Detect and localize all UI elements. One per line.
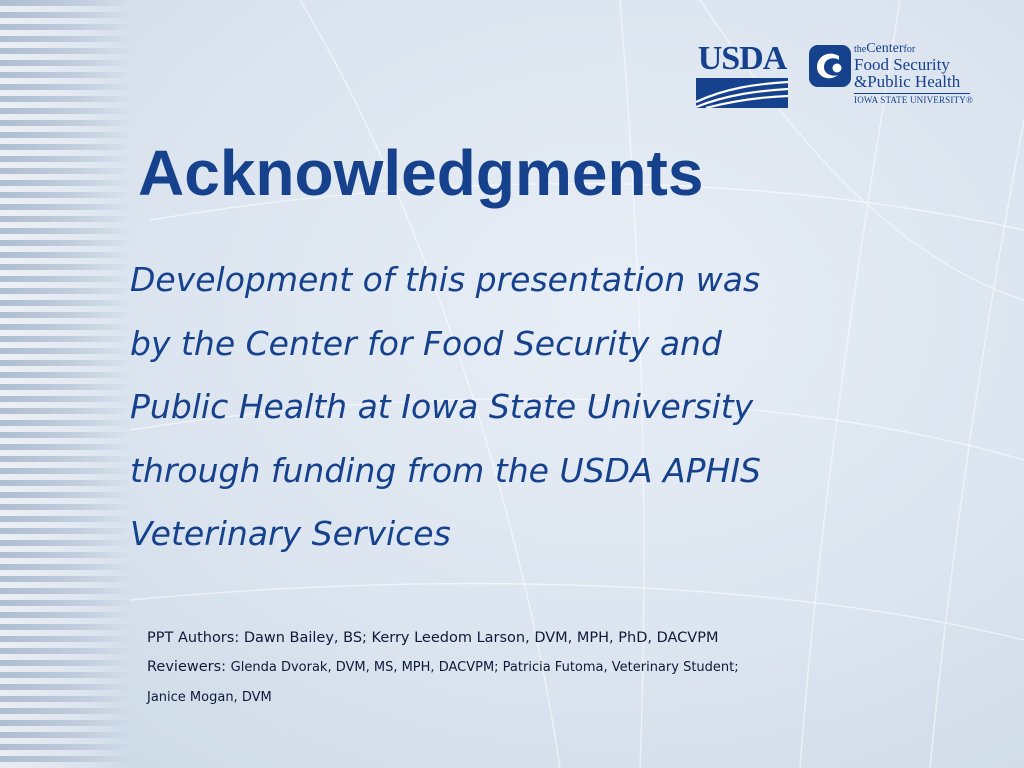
cfsph-for: for <box>903 44 916 55</box>
authors-line: PPT Authors: Dawn Bailey, BS; Kerry Leedom Larson, DVM, MPH, PhD, DACVPM <box>147 630 719 646</box>
reviewers-label: Reviewers: <box>147 659 231 675</box>
cfsph-line-public-health: &Public Health <box>854 72 961 91</box>
reviewers-continued: Janice Mogan, DVM <box>147 690 272 705</box>
cfsph-swirl-icon <box>808 44 852 88</box>
body-line: Public Health at Iowa State University <box>130 387 754 426</box>
reviewers-line <box>147 653 967 682</box>
usda-field-icon <box>696 78 788 108</box>
credits-block <box>147 624 967 714</box>
cfsph-logo-text <box>854 42 976 106</box>
body-line: by the Center for Food Security and <box>130 323 722 363</box>
body-line: Veterinary Services <box>130 514 451 553</box>
cfsph-line-isu: IOWA STATE UNIVERSITY® <box>854 95 974 105</box>
body-line: through funding from the USDA APHIS <box>130 450 761 490</box>
cfsph-logo <box>808 42 974 108</box>
usda-logo <box>696 42 788 108</box>
cfsph-center: Center <box>866 41 904 56</box>
cfsph-the: the <box>854 44 867 55</box>
body-paragraph <box>130 248 950 566</box>
slide-title: Acknowledgments <box>138 137 704 209</box>
reviewers-names: Glenda Dvorak, DVM, MS, MPH, DACVPM; Patricia Futoma, Veterinary Student; <box>230 660 739 675</box>
cfsph-line-food-security: Food Security <box>854 55 950 74</box>
body-line: Development of this presentation was <box>130 260 761 299</box>
usda-logo-text: USDA <box>697 40 787 77</box>
